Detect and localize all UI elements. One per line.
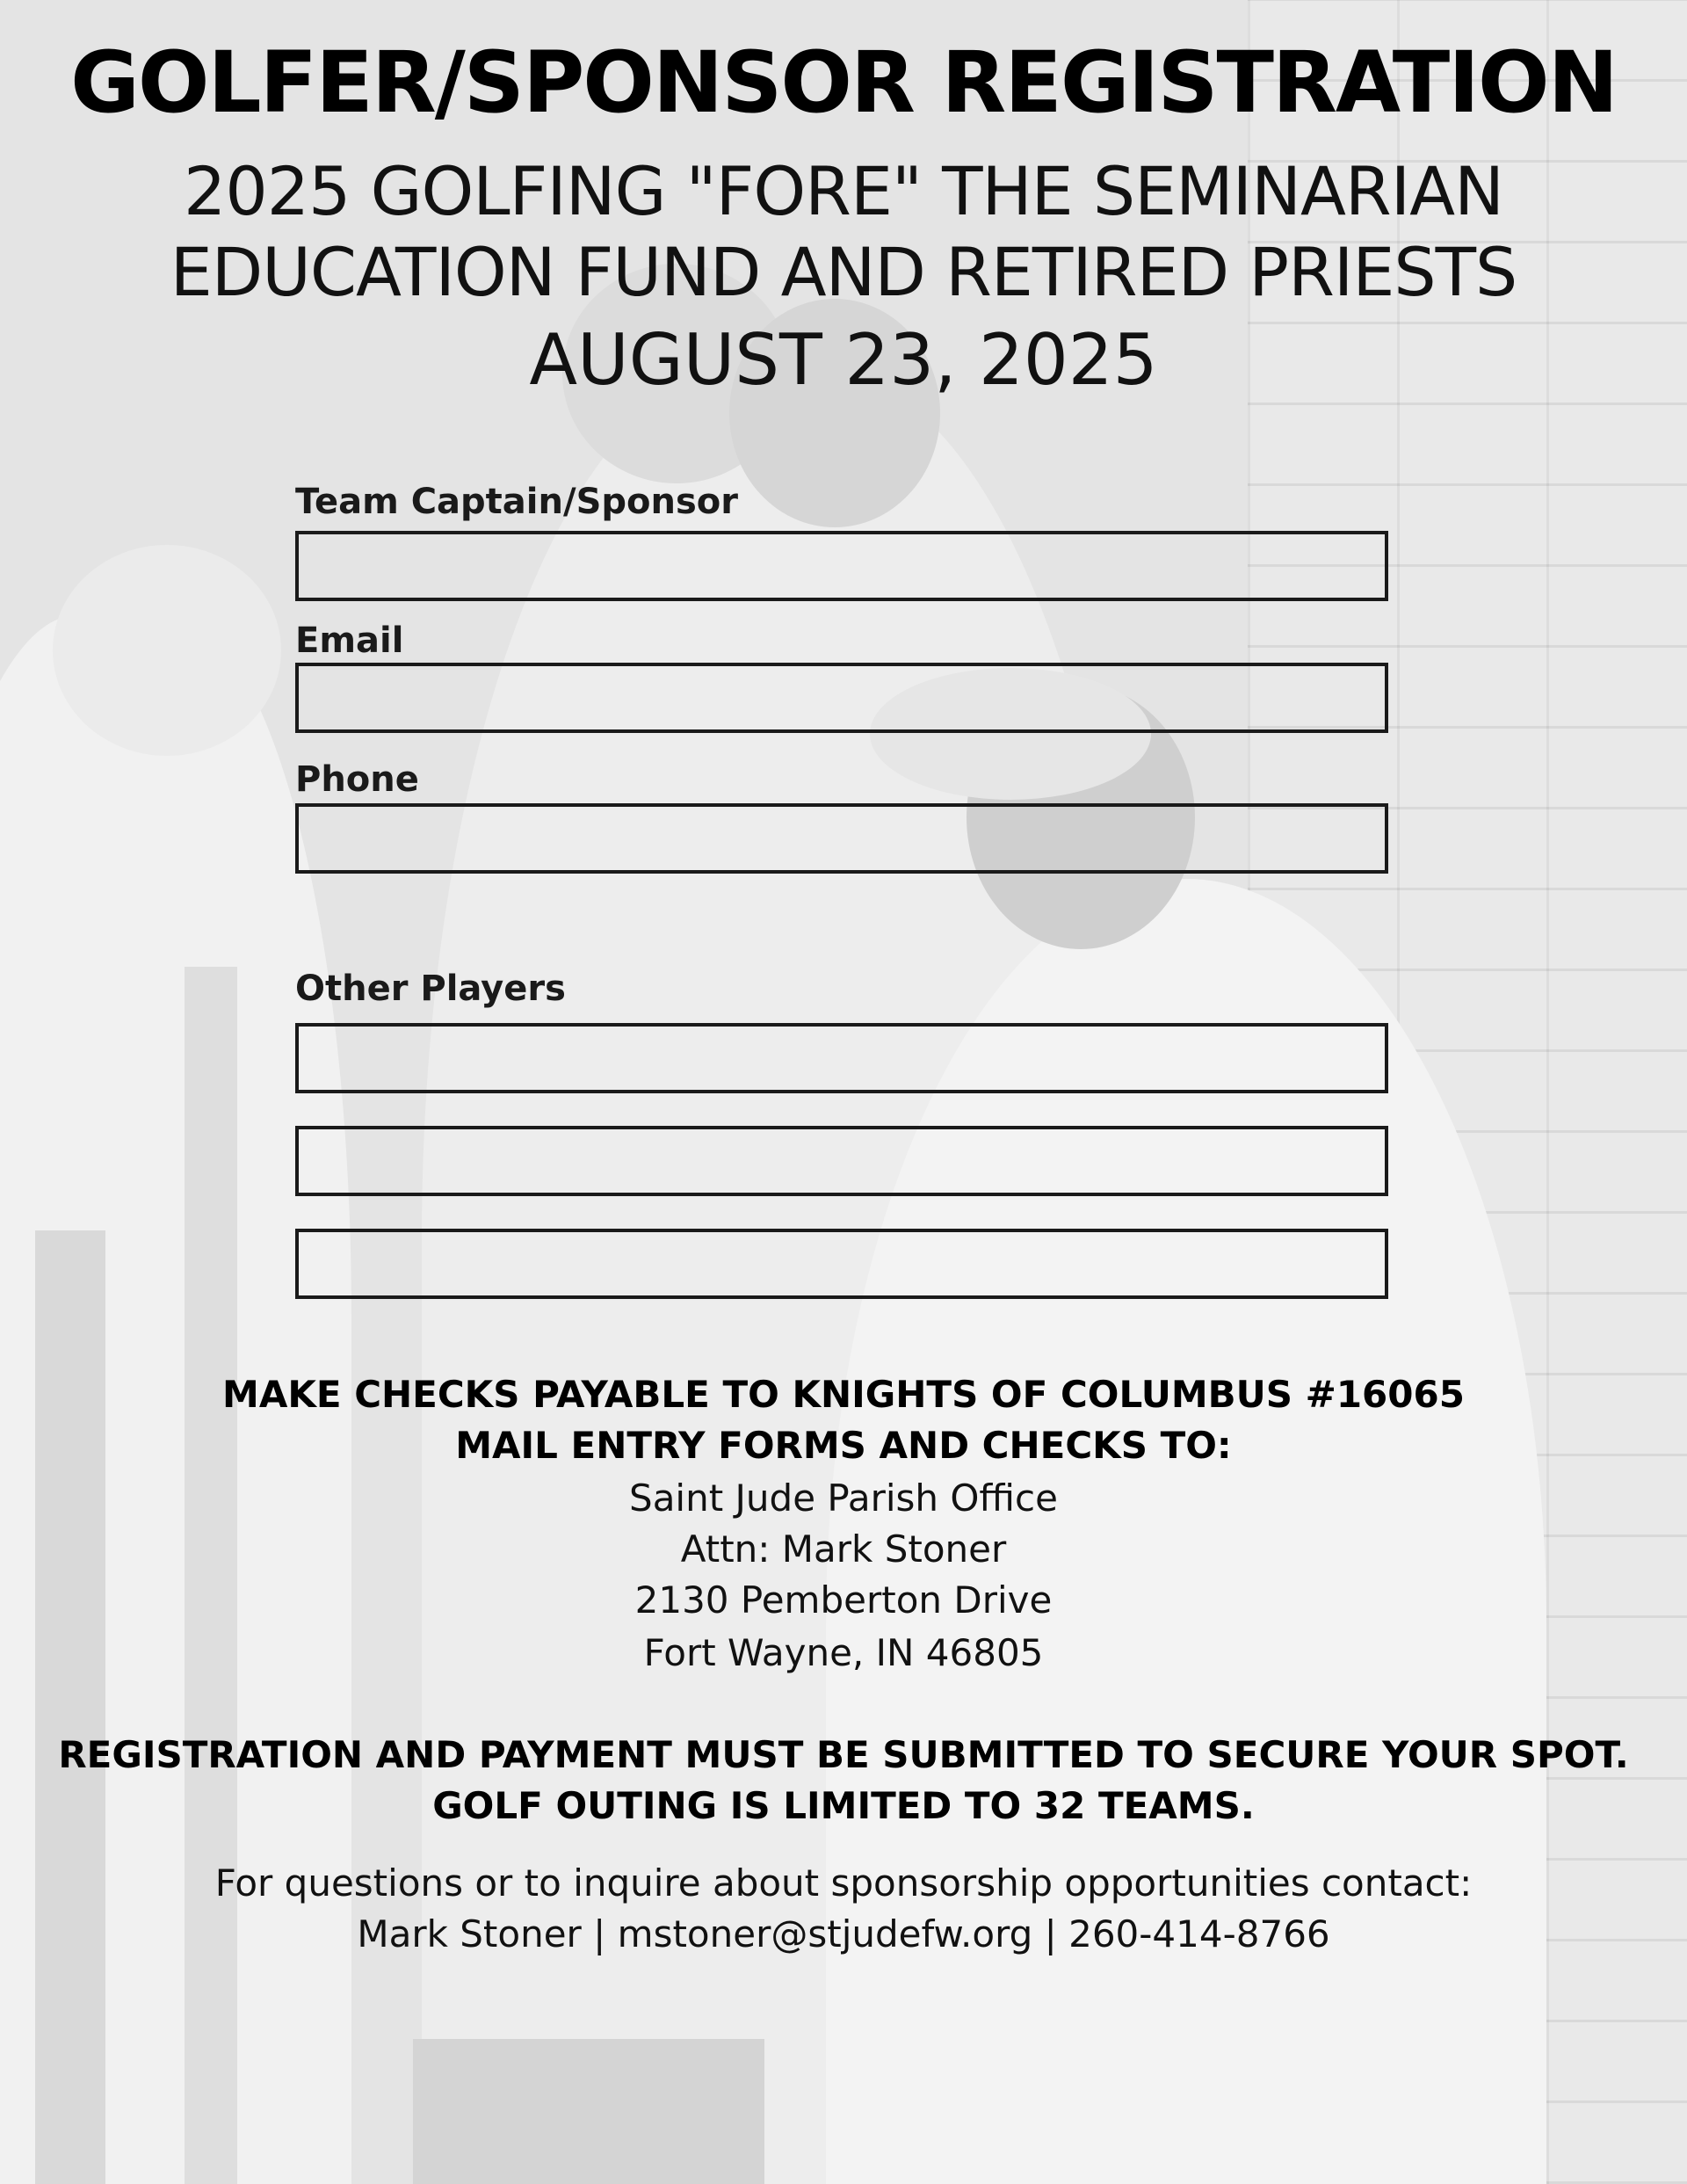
- player-input-1[interactable]: [295, 1023, 1388, 1093]
- phone-label: Phone: [295, 759, 419, 800]
- player-input-2[interactable]: [295, 1126, 1388, 1196]
- contact-details: Mark Stoner | mstoner@stjudefw.org | 260-414-8766: [357, 1912, 1330, 1955]
- address-line-4: Fort Wayne, IN 46805: [643, 1631, 1044, 1674]
- email-input[interactable]: [295, 663, 1388, 733]
- address-line-2: Attn: Mark Stoner: [680, 1527, 1007, 1571]
- other-players-label: Other Players: [295, 969, 566, 1009]
- player-input-3[interactable]: [295, 1229, 1388, 1299]
- checks-payable-line: MAKE CHECKS PAYABLE TO KNIGHTS OF COLUMBUS #16065: [222, 1373, 1465, 1416]
- email-label: Email: [295, 620, 404, 661]
- contact-intro: For questions or to inquire about sponsorship opportunities contact:: [214, 1861, 1473, 1905]
- phone-input[interactable]: [295, 803, 1388, 874]
- captain-input[interactable]: [295, 531, 1388, 601]
- mail-to-line: MAIL ENTRY FORMS AND CHECKS TO:: [455, 1424, 1232, 1467]
- event-name-line-1: 2025 GOLFING "FORE" THE SEMINARIAN: [184, 152, 1503, 230]
- notice-line-2: GOLF OUTING IS LIMITED TO 32 TEAMS.: [432, 1784, 1255, 1827]
- address-line-3: 2130 Pemberton Drive: [634, 1578, 1053, 1622]
- event-name-line-2: EDUCATION FUND AND RETIRED PRIESTS: [170, 233, 1517, 311]
- address-line-1: Saint Jude Parish Office: [629, 1477, 1058, 1520]
- notice-line-1: REGISTRATION AND PAYMENT MUST BE SUBMITTED TO SECURE YOUR SPOT.: [58, 1733, 1629, 1776]
- captain-label: Team Captain/Sponsor: [295, 482, 739, 522]
- event-date: AUGUST 23, 2025: [529, 319, 1158, 401]
- page-title: GOLFER/SPONSOR REGISTRATION: [70, 33, 1617, 132]
